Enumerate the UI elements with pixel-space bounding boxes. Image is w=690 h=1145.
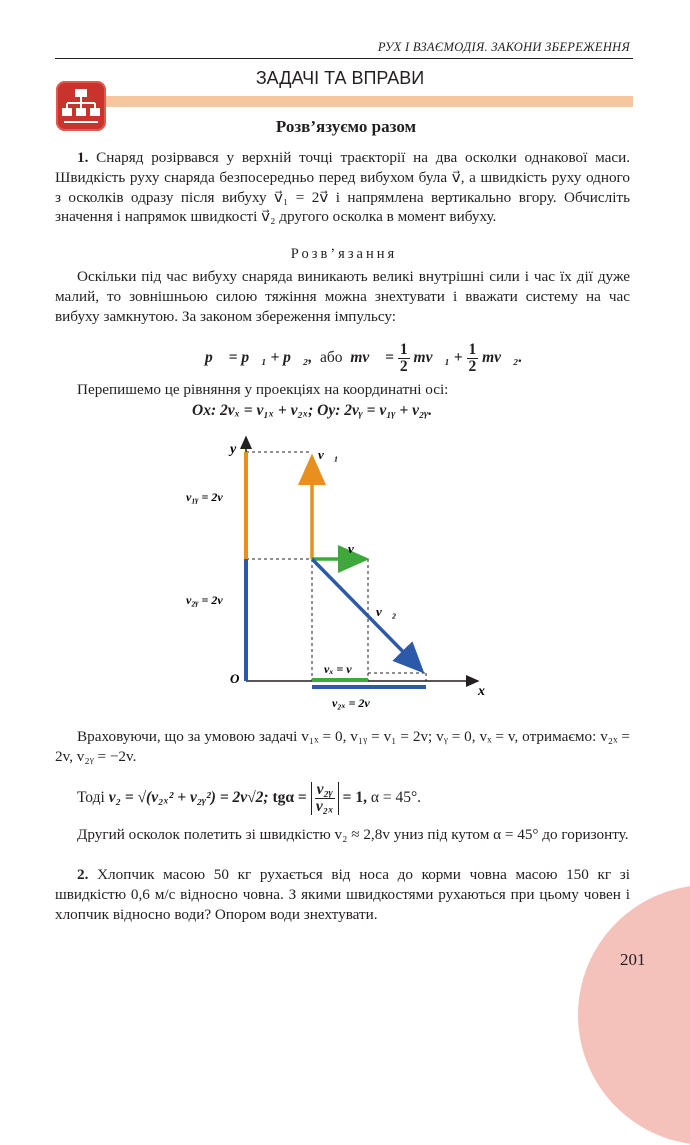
problem-2-number: 2. <box>77 866 89 883</box>
problem-1-text: Снаряд розірвався у верхній точці траєкторії на два осколки однакової маси. Швидкість руху снаряда безпосередньо перед вибухом була v⃗, а швидкість руху одного з осколків одразу після вибуху v⃗₁ = 2v⃗ і напрямлена вертикально вгору. Обчисліть значення і напрямок швидкості v⃗₂ другого осколка в момент вибуху. <box>55 149 630 226</box>
vx-label: vₓ = v <box>324 662 352 676</box>
fraction-half-2: $\frac{1}{2}$ <box>468 341 477 375</box>
tg-result: = 1, <box>342 789 367 807</box>
v-label: v⃗ <box>348 541 364 556</box>
y-axis-label: y <box>230 442 237 457</box>
rewrite-text: Перепишемо це рівняння у проекціях на координатні осі: <box>77 381 449 398</box>
conclusion: Другий осколок полетить зі швидкістю v₂ ≈ 2,8v униз під кутом α = 45° до горизонту. <box>77 826 629 843</box>
v2-magnitude-expr: v₂ = √(v₂ₓ² + v₂ᵧ²) = 2v√2; <box>108 789 269 807</box>
subsection-title: Розв’язуємо разом <box>275 117 417 136</box>
then-prefix: Тоді <box>77 789 105 807</box>
tg-expr: tgα = <box>272 789 307 807</box>
momentum-eq-mv: mv⃗ = <box>350 349 395 367</box>
solution-title: Розв’язання <box>290 246 398 262</box>
tasks-icon <box>56 81 106 131</box>
alpha-value: α = 45°. <box>370 789 422 807</box>
momentum-eq-mv1: mv⃗₁ + <box>413 349 463 367</box>
v1y-label: v₁ᵧ = 2v <box>186 490 223 504</box>
then-equation <box>77 782 421 815</box>
x-axis-label: x <box>478 684 485 699</box>
problem-2 <box>55 865 630 924</box>
velocity-diagram <box>180 425 510 715</box>
v1-label: v⃗₁ <box>318 447 339 462</box>
v2-label: v⃗₂ <box>376 604 397 619</box>
running-header: РУХ І ВЗАЄМОДІЯ. ЗАКОНИ ЗБЕРЕЖЕННЯ <box>377 40 630 54</box>
header-rule <box>55 58 633 59</box>
momentum-eq-left: p⃗ = p⃗₁ + p⃗₂, <box>205 349 313 367</box>
page-number: 201 <box>620 950 646 969</box>
fraction-half-1: $\frac{1}{2}$ <box>399 341 408 375</box>
section-bar <box>106 96 633 107</box>
momentum-equation <box>205 342 522 375</box>
problem-1-number: 1. <box>77 149 89 166</box>
origin-label: O <box>230 671 240 686</box>
problem-2-text: Хлопчик масою 50 кг рухається від носа до корми човна масою 150 кг зі швидкістю 0,6 м/с відносно човна. З якими швидкостями рухаються при цьому човен і хлопчик відносно води? Опором води знехтувати. <box>55 866 631 923</box>
projection-equations: Ox: 2vₓ = v₁ₓ + v₂ₓ; Oy: 2vᵧ = v₁ᵧ + v₂ᵧ. <box>192 402 433 419</box>
section-title: ЗАДАЧІ ТА ВПРАВИ <box>255 68 425 88</box>
v2y-label: v₂ᵧ = 2v <box>186 593 223 607</box>
solution-text: Оскільки під час вибуху снаряда виникають великі внутрішні сили і час їх дії дуже малий, то зовнішньою силою тяжіння можна знехтувати і вважати систему на час вибуху замкнутою. За законом збереження імпульсу: <box>55 268 630 325</box>
momentum-eq-mv2: mv⃗₂. <box>482 349 523 367</box>
momentum-eq-or: або <box>320 349 343 367</box>
v2x-label: v₂ₓ = 2v <box>332 696 370 710</box>
v2-vector <box>312 559 422 671</box>
problem-1 <box>55 148 630 227</box>
tg-fraction: $\frac{\text{v₂ᵧ}}{\text{v₂ₓ}}$ <box>311 782 339 815</box>
consider-text: Враховуючи, що за умовою задачі v₁ₓ = 0, v₁ᵧ = v₁ = 2v; vᵧ = 0, vₓ = v, отримаємо: v₂ₓ = 2v, v₂ᵧ = −2v. <box>55 728 630 765</box>
